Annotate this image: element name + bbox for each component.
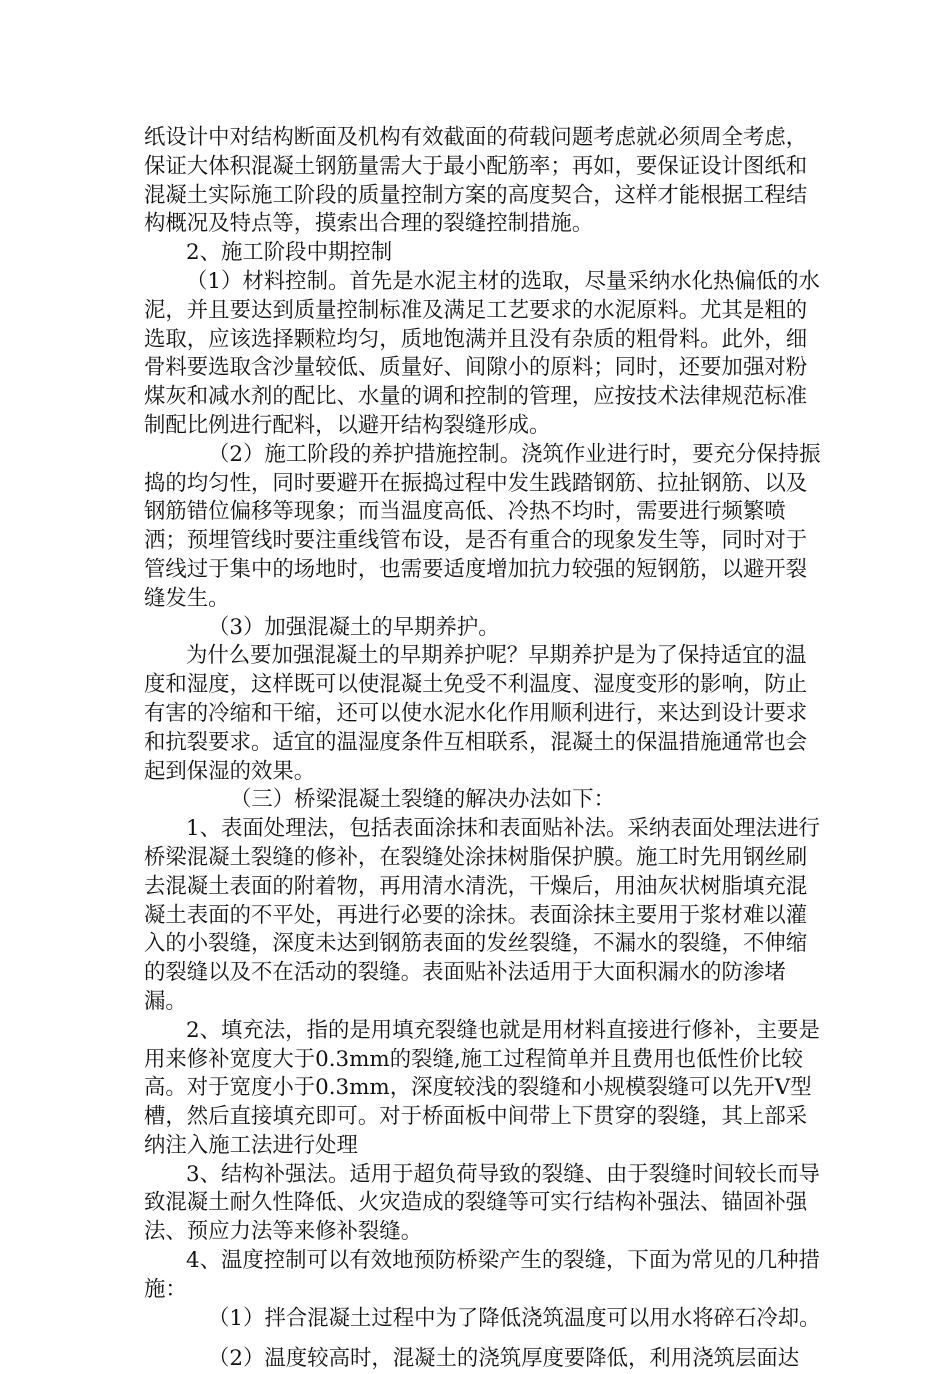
heading-construction-mid-control: 2、施工阶段中期控制 <box>186 240 393 266</box>
heading-crack-solutions: （三）桥梁混凝土裂缝的解决办法如下： <box>230 787 616 813</box>
paragraph-measure-2: （2）温度较高时，混凝土的浇筑厚度要降低，利用浇筑层面达 <box>208 1346 800 1372</box>
paragraph-structural-reinforcement: 3、结构补强法。适用于超负荷导致的裂缝、由于裂缝时间较长而导致混凝土耐久性降低、火灾造成的裂缝等可实行结构补强法、锚固补强法、预应力法等来修补裂缝。 <box>144 1161 820 1245</box>
paragraph-curing-measures: （2）施工阶段的养护措施控制。浇筑作业进行时，要充分保持振捣的均匀性，同时要避开在振捣过程中发生践踏钢筋、拉扯钢筋、以及钢筋错位偏移等现象；而当温度高低、冷热不均时，需要进行频繁喷洒；预埋管线时要注重线管布设，是否有重合的现象发生等，同时对于管线过于集中的场地时，也需要适度增加抗力较强的短钢筋，以避开裂缝发生。 <box>144 441 821 611</box>
paragraph-material-control: （1）材料控制。首先是水泥主材的选取，尽量采纳水化热偏低的水泥，并且要达到质量控制标准及满足工艺要求的水泥原料。尤其是粗的选取，应该选择颗粒均匀，质地饱满并且没有杂质的粗骨料。此外，细骨料要选取含沙量较低、质量好、间隙小的原料；同时，还要加强对粉煤灰和减水剂的配比、水量的调和控制的管理，应按技术法律规范标准制配比例进行配料，以避开结构裂缝形成。 <box>144 268 820 438</box>
heading-early-curing: （3）加强混凝土的早期养护。 <box>208 614 500 640</box>
paragraph-temperature-control: 4、温度控制可以有效地预防桥梁产生的裂缝，下面为常见的几种措施： <box>144 1248 820 1302</box>
paragraph-design-considerations: 纸设计中对结构断面及机构有效截面的荷载问题考虑就必须周全考虑，保证大体积混凝土钢筋量需大于最小配筋率；再如，要保证设计图纸和混凝土实际施工阶段的质量控制方案的高度契合，这样才能根据工程结构概况及特点等，摸索出合理的裂缝控制措施。 <box>144 125 808 237</box>
paragraph-filling-method: 2、填充法，指的是用填充裂缝也就是用材料直接进行修补，主要是用来修补宽度大于0.3mm的裂缝,施工过程简单并且费用也低性价比较高。对于宽度小于0.3mm，深度较浅的裂缝和小规模裂缝可以先开V型槽，然后直接填充即可。对于桥面板中间带上下贯穿的裂缝，其上部采纳注入施工法进行处理 <box>144 1017 820 1158</box>
document-body <box>144 124 824 1374</box>
paragraph-early-curing-reason: 为什么要加强混凝土的早期养护呢？早期养护是为了保持适宜的温度和湿度，这样既可以使混凝土免受不利温度、湿度变形的影响，防止有害的冷缩和干缩，还可以使水泥水化作用顺利进行，来达到设计要求和抗裂要求。适宜的温湿度条件互相联系，混凝土的保温措施通常也会起到保湿的效果。 <box>144 643 808 784</box>
paragraph-measure-1: （1）拌合混凝土过程中为了降低浇筑温度可以用水将碎石冷却。 <box>208 1305 821 1331</box>
paragraph-surface-treatment: 1、表面处理法，包括表面涂抹和表面贴补法。采纳表面处理法进行桥梁混凝土裂缝的修补，在裂缝处涂抹树脂保护膜。施工时先用钢丝刷去混凝土表面的附着物，再用清水清洗，干燥后，用油灰状树脂填充混凝土表面的不平处，再进行必要的涂抹。表面涂抹主要用于浆材难以灌入的小裂缝，深度未达到钢筋表面的发丝裂缝，不漏水的裂缝，不伸缩的裂缝以及不在活动的裂缝。表面贴补法适用于大面积漏水的防渗堵漏。 <box>144 816 820 1014</box>
